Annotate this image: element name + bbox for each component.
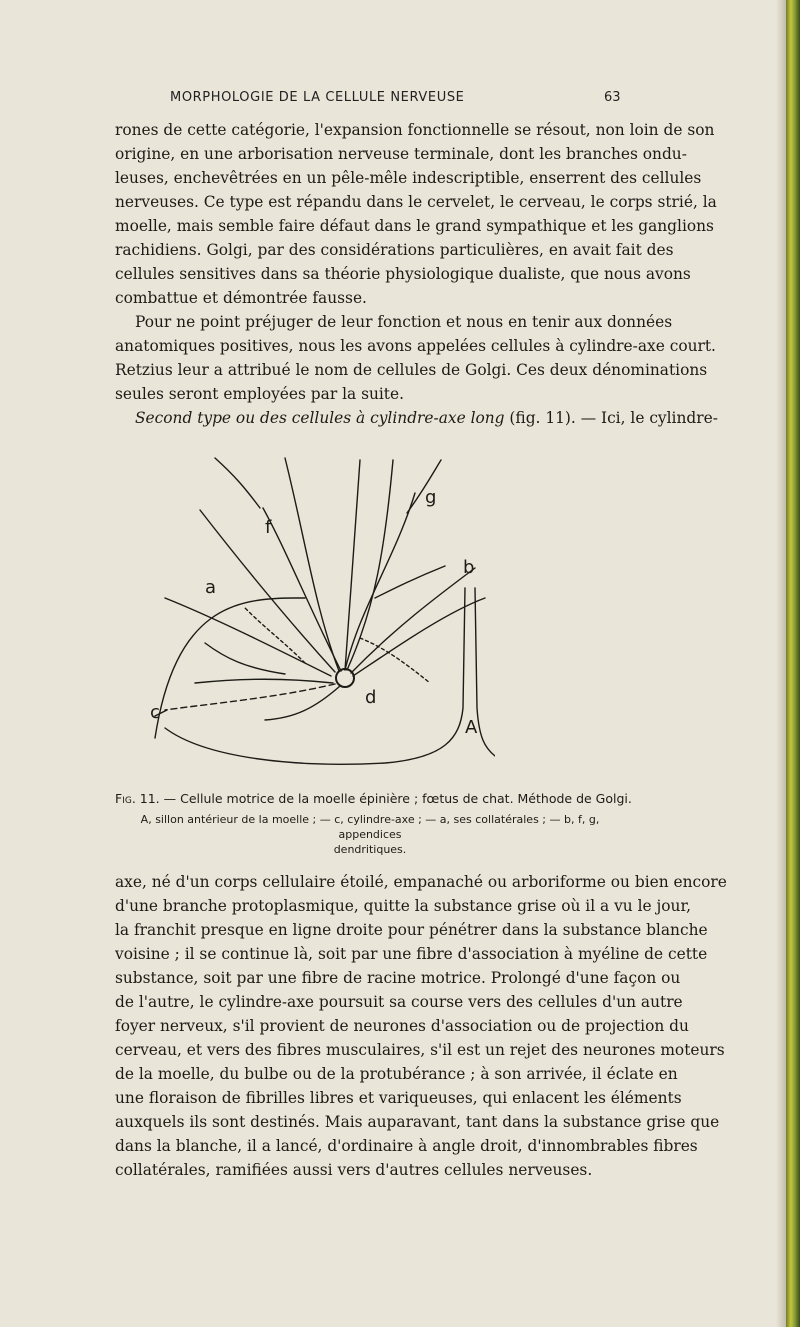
- text-line: voisine ; il se continue là, soit par une fibre d'association à myéline de cette: [115, 945, 708, 963]
- figure-11-motor-neuron: [145, 448, 495, 778]
- caption-legend-line: A, sillon antérieur de la moelle ; — c, cylindre-axe ; — a, ses collatérales ; — b, f, g, appendices: [140, 813, 600, 841]
- text-line: axe, né d'un corps cellulaire étoilé, empanaché ou arboriforme ou bien encore: [115, 873, 727, 891]
- axon-collateral: [165, 684, 335, 710]
- paragraph-1: [115, 118, 717, 310]
- anterior-sulcus-left: [165, 588, 465, 764]
- text-line: combattue et démontrée fausse.: [115, 289, 367, 307]
- caption-legend: [115, 812, 625, 857]
- text-line: cellules sensitives dans sa théorie physiologique dualiste, que nous avons: [115, 265, 691, 283]
- text-line: rones de cette catégorie, l'expansion fonctionnelle se résout, non loin de son: [115, 121, 715, 139]
- section-title-italic: Second type ou des cellules à cylindre-axe long: [135, 409, 505, 427]
- text-line: seules seront employées par la suite.: [115, 385, 404, 403]
- text-line: substance, soit par une fibre de racine motrice. Prolongé d'une façon ou: [115, 969, 681, 987]
- page-edge-shadow: [776, 0, 786, 1327]
- dendrite-center: [345, 460, 360, 670]
- text-line: collatérales, ramifiées aussi vers d'autres cellules nerveuses.: [115, 1161, 593, 1179]
- anterior-sulcus-right: [475, 588, 495, 756]
- running-title: MORPHOLOGIE DE LA CELLULE NERVEUSE: [170, 90, 465, 105]
- text-line: Retzius leur a attribué le nom de cellules de Golgi. Ces deux dénominations: [115, 361, 708, 379]
- text-line: rachidiens. Golgi, par des considérations particulières, en avait fait des: [115, 241, 674, 259]
- caption-legend-line: dendritiques.: [333, 843, 407, 856]
- text-line: [115, 406, 718, 430]
- paragraph-2: [115, 310, 716, 406]
- text-line: moelle, mais semble faire défaut dans le grand sympathique et les ganglions: [115, 217, 714, 235]
- paragraph-3: [115, 406, 718, 430]
- text-line: foyer nerveux, s'il provient de neurones d'association ou de projection du: [115, 1017, 689, 1035]
- label-c: c: [150, 702, 160, 723]
- label-g: g: [425, 487, 437, 508]
- dendrite-left-top: [215, 458, 260, 508]
- dendrite-f3: [285, 458, 339, 671]
- caption-fig-label: Fig. 11.: [115, 791, 160, 806]
- text-line: d'une branche protoplasmique, quitte la substance grise où il a vu le jour,: [115, 897, 692, 915]
- text-line: auxquels ils sont destinés. Mais auparavant, tant dans la substance grise que: [115, 1113, 720, 1131]
- label-f: f: [265, 517, 272, 538]
- label-b: b: [463, 557, 475, 578]
- text-line: de l'autre, le cylindre-axe poursuit sa course vers des cellules d'un autre: [115, 993, 683, 1011]
- label-A: A: [465, 717, 478, 738]
- text-line: une floraison de fibrilles libres et variqueuses, qui enlacent les éléments: [115, 1089, 682, 1107]
- dendrite-right-b2: [351, 568, 475, 673]
- dendrite-lower-left: [195, 679, 333, 683]
- fine-fibers-2: [360, 638, 430, 683]
- text-line: anatomiques positives, nous les avons appelées cellules à cylindre-axe court.: [115, 337, 716, 355]
- fine-fibers-1: [375, 566, 445, 598]
- caption-main-text: — Cellule motrice de la moelle épinière ; fœtus de chat. Méthode de Golgi.: [159, 791, 632, 806]
- page-number: 63: [604, 90, 621, 105]
- label-a: a: [205, 577, 217, 598]
- paragraph-4: [115, 870, 727, 1182]
- dendrite-left-a: [165, 598, 331, 676]
- neuron-drawing: [145, 448, 495, 778]
- text-line: Pour ne point préjuger de leur fonction et nous en tenir aux données: [135, 313, 673, 331]
- text-line: la franchit presque en ligne droite pour pénétrer dans la substance blanche: [115, 921, 708, 939]
- caption-main: [115, 790, 632, 808]
- text-line: leuses, enchevêtrées en un pêle-mêle indescriptible, enserrent des cellules: [115, 169, 702, 187]
- text-line: de la moelle, du bulbe ou de la protubérance ; à son arrivée, il éclate en: [115, 1065, 678, 1083]
- figure-caption: [115, 790, 632, 857]
- running-header: [0, 90, 800, 110]
- text-line: nerveuses. Ce type est répandu dans le cervelet, le cerveau, le corps strié, la: [115, 193, 717, 211]
- section-intro-text: (fig. 11). — Ici, le cylindre-: [504, 409, 718, 427]
- text-line: cerveau, et vers des fibres musculaires, s'il est un rejet des neurones moteurs: [115, 1041, 725, 1059]
- book-spine-edge: [786, 0, 800, 1327]
- text-line: dans la blanche, il a lancé, d'ordinaire à angle droit, d'innombrables fibres: [115, 1137, 698, 1155]
- label-d: d: [365, 687, 377, 708]
- text-line: origine, en une arborisation nerveuse terminale, dont les branches ondu-: [115, 145, 687, 163]
- fine-fibers-3: [245, 608, 305, 663]
